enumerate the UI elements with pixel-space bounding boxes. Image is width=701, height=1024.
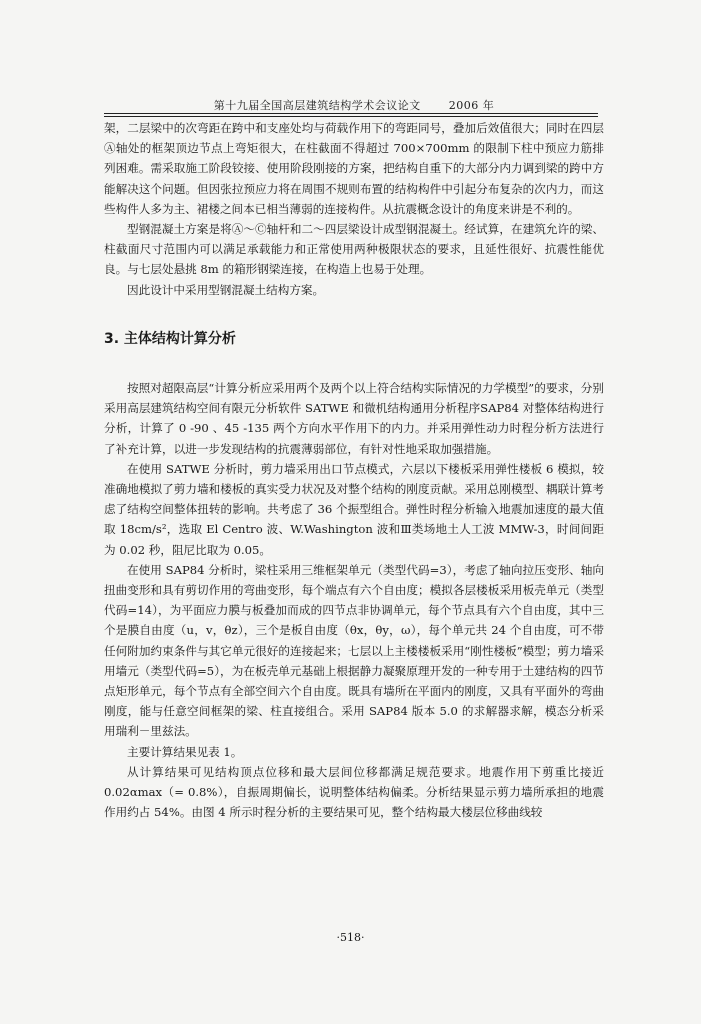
paragraph: 主要计算结果见表 1。 — [127, 744, 243, 759]
paragraph: 按照对超限高层“计算分析应采用两个及两个以上符合结构实际情况的力学模型”的要求，分别采用高层建筑结构空间有限元分析软件 SATWE 和微机结构通用分析程序SAP84 对整体结构进行分析，计算了 0 -90 、45 -135 两个方向水平作用下的内力。并采用弹性动力时程分析方法进行了补充计算，以进一步发现结构的抗震薄弱部位，有针对性地采取加强措施。 — [104, 381, 604, 456]
paragraph: 架，二层梁中的次弯距在跨中和支座处均与荷载作用下的弯距同号，叠加后效值很大；同时在四层Ⓐ轴处的框架顶边节点上弯矩很大，在柱截面不得超过 700×700mm 的限制下柱中预应力筋排列困难。需采取施工阶段铰接、使用阶段刚接的方案，把结构自重下的大部分内力调到梁的跨中方能解决这个问题。但因张拉预应力将在周围不规则布置的结构构件中引起分布复杂的次内力，而这些构件人多为主、裙楼之间本已相当薄弱的连接构件。从抗震概念设计的角度来讲是不利的。 — [104, 121, 604, 216]
paragraph: 在使用 SATWE 分析时，剪力墙采用出口节点模式，六层以下楼板采用弹性楼板 6 模拟，较准确地模拟了剪力墙和楼板的真实受力状况及对整个结构的刚度贡献。采用总刚模型、耦联计算考虑了结构空间整体扭转的影响。共考虑了 36 个振型组合。弹性时程分析输入地震加速度的最大值取 18cm/s²，选取 El Centro 波、W.Washington 波和Ⅲ类场地土人工波 MMW-3，时间间距为 0.02 秒，阻尼比取为 0.05。 — [104, 461, 604, 557]
page-number: ·518· — [336, 931, 365, 944]
header-year: 2006 年 — [448, 99, 495, 112]
header-title: 第十九届全国高层建筑结构学术会议论文 — [213, 99, 421, 112]
header-rule — [104, 113, 598, 114]
running-header — [104, 97, 604, 113]
paragraph: 从计算结果可见结构顶点位移和最大层间位移都满足规范要求。地震作用下剪重比接近 0.02αmax（= 0.8%），自振周期偏长，说明整体结构偏柔。分析结果显示剪力墙所承担的地震作用约占 54%。由图 4 所示时程分析的主要结果可见，整个结构最大楼层位移曲线较 — [104, 764, 604, 820]
section-heading: 3. 主体结构计算分析 — [104, 331, 236, 347]
paragraph: 在使用 SAP84 分析时，梁柱采用三维框架单元（类型代码=3），考虑了轴向拉压变形、轴向扭曲变形和具有剪切作用的弯曲变形，每个端点有六个自由度；模拟各层楼板采用板壳单元（类型代码=14），为平面应力膜与板叠加而成的四节点非协调单元，每个节点具有六个自由度，其中三个是膜自由度（u，v，θz），三个是板自由度（θx，θy，ω），每个单元共 24 个自由度，可不带任何附加约束条件与其它单元很好的连接起来；七层以上主楼楼板采用“刚性楼板”模型；剪力墙采用墙元（类型代码=5），为在板壳单元基础上根据静力凝聚原理开发的一种专用于土建结构的四节点矩形单元，每个节点有全部空间六个自由度。既具有墙所在平面内的刚度，又具有平面外的弯曲刚度，能与任意空间框架的梁、柱直接组合。采用 SAP84 版本 5.0 的求解器求解，模态分析采用瑞利－里兹法。 — [104, 562, 604, 739]
paragraph: 型钢混凝土方案是将Ⓐ～Ⓒ轴杆和二～四层梁设计成型钢混凝土。经试算，在建筑允许的梁、柱截面尺寸范围内可以满足承载能力和正常使用两种极限状态的要求，且延性很好、抗震性能优良。与七层处悬挑 8m 的箱形钢梁连接，在构造上也易于处理。 — [104, 222, 604, 277]
body-top — [104, 118, 604, 300]
header-rule-double — [104, 116, 598, 117]
paragraph: 因此设计中采用型钢混凝土结构方案。 — [127, 282, 325, 297]
body-main — [104, 378, 604, 822]
